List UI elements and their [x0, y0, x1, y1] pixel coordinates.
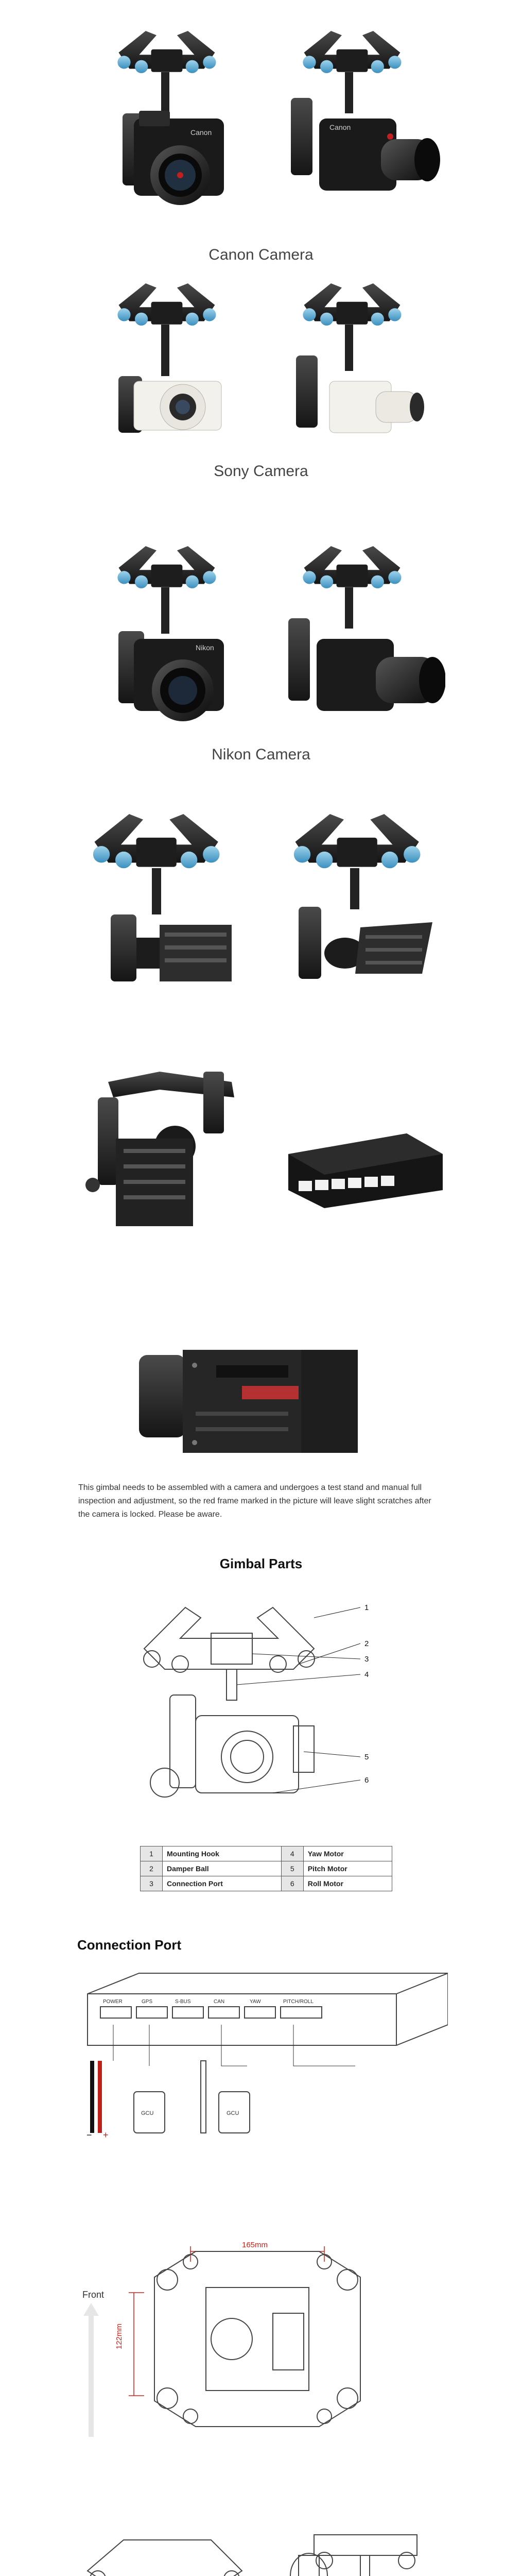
- canon-gimbal-photo-right: [268, 21, 445, 237]
- part-label: Pitch Motor: [303, 1861, 392, 1876]
- side-view-rotation: [283, 2524, 448, 2576]
- dimension-top-view: [77, 2231, 448, 2452]
- gimbal-only-photo-left: [62, 804, 257, 1005]
- nikon-logo: Nikon: [196, 643, 214, 652]
- assembly-notice: This gimbal needs to be assembled with a camera and undergoes a test stand and manual full inspection and adjustment, so the red frame marked in the picture will leave slight scratches after the camera is locked. Please be aware.: [78, 1483, 431, 1519]
- callout-5: 5: [364, 1753, 369, 1761]
- connection-port-diagram: [77, 1963, 448, 2154]
- callout-2: 2: [364, 1639, 369, 1648]
- nikon-gimbal-photo-left: [77, 541, 255, 737]
- part-num: 1: [141, 1846, 163, 1861]
- port-label-can: CAN: [214, 1999, 225, 2005]
- front-label: Front: [82, 2290, 105, 2300]
- part-num: 5: [281, 1861, 303, 1876]
- part-label: Roll Motor: [303, 1876, 392, 1891]
- port-label-power: POWER: [103, 1999, 123, 2005]
- gimbal-parts-title: Gimbal Parts: [219, 1556, 303, 1571]
- port-label-yaw: YAW: [250, 1999, 261, 2005]
- caption-canon: Canon Camera: [208, 246, 314, 263]
- dim-width: 165mm: [242, 2241, 268, 2249]
- port-label-pitch-roll: PITCH/ROLL: [283, 1999, 314, 2005]
- svg-text:−: −: [86, 2130, 92, 2140]
- port-label-sbus: S-BUS: [175, 1999, 191, 2005]
- gcu-controller-photo: [278, 1123, 453, 1211]
- gimbal-parts-diagram: [124, 1587, 402, 1824]
- part-num: 3: [141, 1876, 163, 1891]
- callout-4: 4: [364, 1670, 369, 1679]
- connection-port-title: Connection Port: [77, 1937, 182, 1953]
- part-num: 6: [281, 1876, 303, 1891]
- gcu-module-label-2: GCU: [227, 2110, 239, 2116]
- gimbal-only-photo-right: [268, 804, 453, 1005]
- part-num: 4: [281, 1846, 303, 1861]
- port-label-gps: GPS: [142, 1999, 153, 2005]
- nikon-gimbal-photo-right: [268, 541, 445, 737]
- callout-3: 3: [364, 1655, 369, 1664]
- part-label: Damper Ball: [163, 1861, 282, 1876]
- table-row: [141, 1846, 392, 1861]
- perspective-view-camera: [77, 2524, 252, 2576]
- dim-depth: 122mm: [115, 2323, 124, 2349]
- part-num: 2: [141, 1861, 163, 1876]
- table-row: [141, 1876, 392, 1891]
- part-label: Yaw Motor: [303, 1846, 392, 1861]
- caption-nikon: Nikon Camera: [212, 746, 310, 763]
- svg-text:+: +: [103, 2130, 109, 2140]
- canon-logo-left: Canon: [190, 128, 212, 137]
- camera-plate-photo: [129, 1329, 376, 1463]
- sony-gimbal-photo-left: [77, 278, 255, 453]
- part-label: Mounting Hook: [163, 1846, 282, 1861]
- callout-1: 1: [364, 1603, 369, 1612]
- gimbal-side-photo: [77, 1061, 247, 1236]
- gimbal-parts-table: [140, 1846, 392, 1891]
- callout-6: 6: [364, 1776, 369, 1785]
- canon-gimbal-photo-left: [77, 21, 255, 237]
- table-row: [141, 1861, 392, 1876]
- sony-gimbal-photo-right: [268, 278, 445, 453]
- caption-sony: Sony Camera: [214, 463, 308, 480]
- canon-logo-right: Canon: [329, 123, 351, 131]
- part-label: Connection Port: [163, 1876, 282, 1891]
- gcu-module-label-1: GCU: [141, 2110, 154, 2116]
